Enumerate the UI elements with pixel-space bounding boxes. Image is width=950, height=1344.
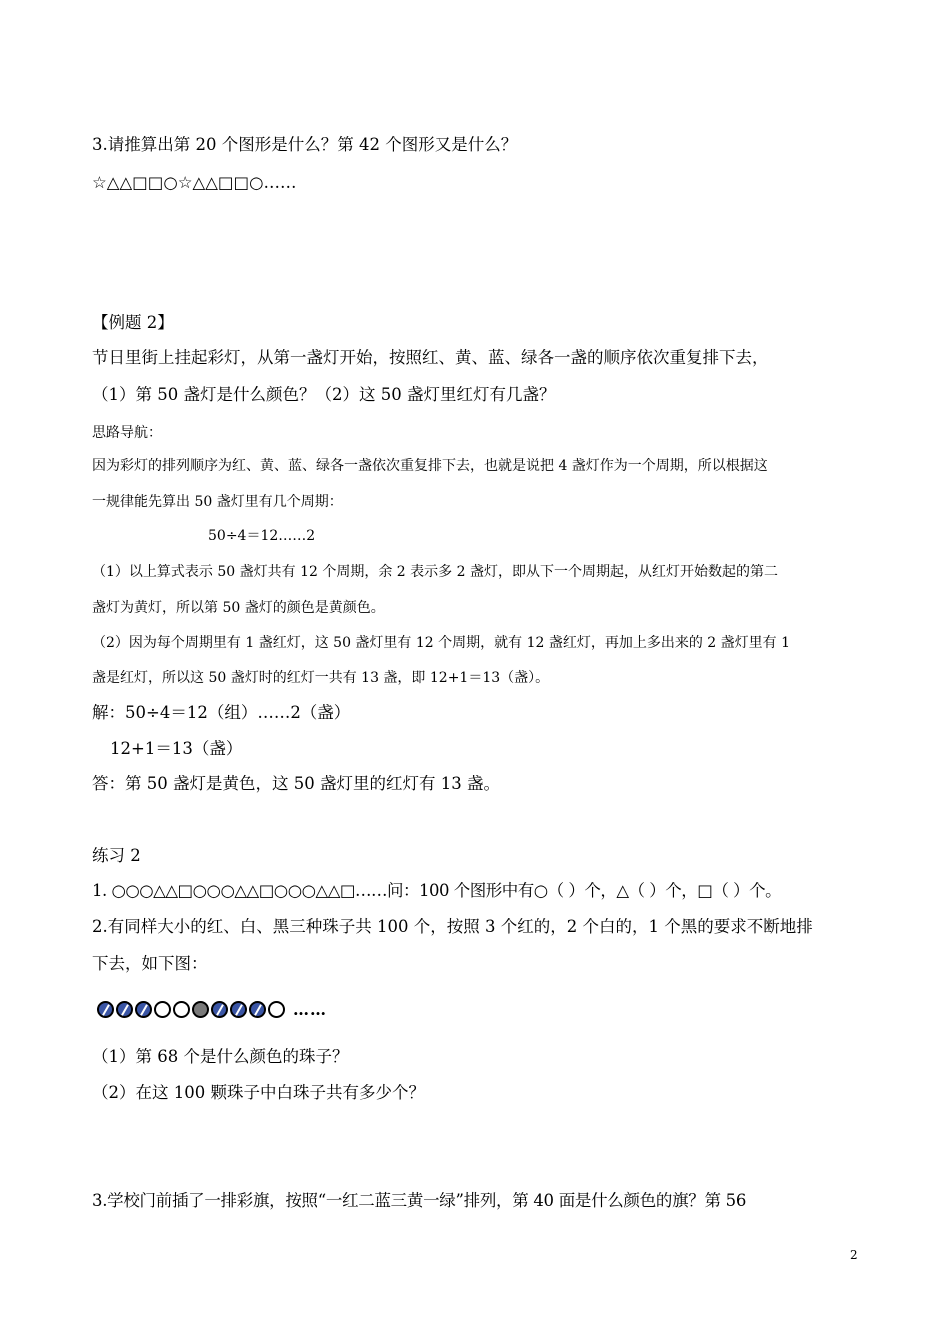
hint-line-6: 盏是红灯，所以这 50 盏灯时的红灯一共有 13 盏，即 12+1＝13（盏）。 bbox=[92, 670, 550, 686]
solution-line-1: 解：50÷4＝12（组）……2（盏） bbox=[92, 703, 351, 722]
question-3: 3.请推算出第 20 个图形是什么？第 42 个图形又是什么？ bbox=[92, 135, 518, 154]
practice-2-q1: （1）第 68 个是什么颜色的珠子？ bbox=[92, 1047, 349, 1066]
practice-2-b: 下去，如下图： bbox=[92, 954, 208, 973]
hint-line-5: （2）因为每个周期里有 1 盏红灯，这 50 盏灯里有 12 个周期，就有 12 盏红灯，再加上多出来的 2 盏灯里有 1 bbox=[92, 635, 791, 651]
bead-white bbox=[154, 1001, 171, 1018]
practice-title: 练习 2 bbox=[92, 846, 141, 865]
bead-sequence bbox=[97, 998, 327, 1020]
page-number: 2 bbox=[850, 1248, 858, 1262]
bead-red bbox=[97, 1001, 114, 1018]
example-title: 【例题 2】 bbox=[92, 313, 174, 332]
example-text: 节日里街上挂起彩灯，从第一盏灯开始，按照红、黄、蓝、绿各一盏的顺序依次重复排下去， bbox=[92, 348, 769, 367]
hint-line-1: 因为彩灯的排列顺序为红、黄、蓝、绿各一盏依次重复排下去，也就是说把 4 盏灯作为一个周期，所以根据这 bbox=[92, 458, 768, 474]
practice-3: 3.学校门前插了一排彩旗，按照“一红二蓝三黄一绿”排列，第 40 面是什么颜色的旗？第 56 bbox=[92, 1191, 747, 1210]
practice-2-a: 2.有同样大小的红、白、黑三种珠子共 100 个，按照 3 个红的，2 个白的，1 个黑的要求不断地排 bbox=[92, 917, 813, 936]
bead-red bbox=[135, 1001, 152, 1018]
bead-red bbox=[211, 1001, 228, 1018]
bead-red bbox=[230, 1001, 247, 1018]
hint-line-3: （1）以上算式表示 50 盏灯共有 12 个周期，余 2 表示多 2 盏灯，即从下一个周期起，从红灯开始数起的第二 bbox=[92, 564, 778, 580]
example-questions: （1）第 50 盏灯是什么颜色？（2）这 50 盏灯里红灯有几盏？ bbox=[92, 385, 556, 404]
bead-red bbox=[249, 1001, 266, 1018]
solution-line-2: 12+1＝13（盏） bbox=[110, 739, 243, 758]
hint-line-4: 盏灯为黄灯，所以第 50 盏灯的颜色是黄颜色。 bbox=[92, 600, 385, 616]
bead-ellipsis: …… bbox=[293, 999, 327, 1019]
shape-sequence: ☆△△□□○☆△△□□○…… bbox=[92, 173, 297, 192]
bead-white bbox=[268, 1001, 285, 1018]
hint-line-2: 一规律能先算出 50 盏灯里有几个周期： bbox=[92, 494, 343, 510]
practice-1: 1. ○○○△△□○○○△△□○○○△△□……问：100 个图形中有○（ ）个，△（ ）个，□（ ）个。 bbox=[92, 881, 782, 900]
bead-red bbox=[116, 1001, 133, 1018]
bead-white bbox=[173, 1001, 190, 1018]
hint-formula: 50÷4＝12……2 bbox=[208, 528, 316, 544]
answer-line: 答：第 50 盏灯是黄色，这 50 盏灯里的红灯有 13 盏。 bbox=[92, 774, 500, 793]
bead-black bbox=[192, 1001, 209, 1018]
practice-2-q2: （2）在这 100 颗珠子中白珠子共有多少个？ bbox=[92, 1083, 425, 1102]
hint-title: 思路导航： bbox=[92, 425, 162, 441]
